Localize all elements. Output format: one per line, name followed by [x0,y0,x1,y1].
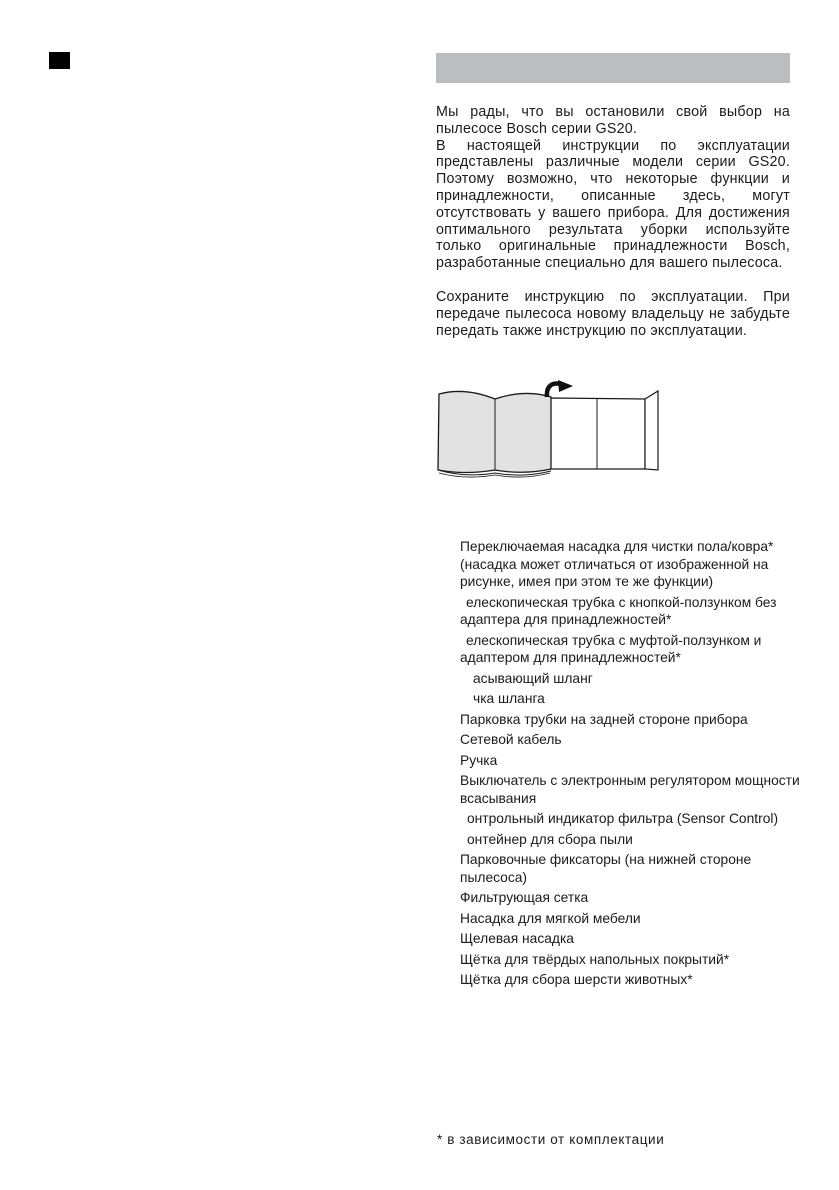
list-item: Парковка трубки на задней стороне прибора [460,711,748,727]
keep-instructions-paragraph: Сохраните инструкцию по эксплуатации. При передаче пылесоса новому владельцу не забудьте передать также инструкцию по эксплуатации. [436,288,790,339]
list-item: елескопическая трубка с кнопкой-ползунком без адаптера для принадлежностей* [460,594,777,627]
list-item: Выключатель с электронным регулятором мощности всасывания [460,773,800,806]
intro-paragraph-2: В настоящей инструкции по эксплуатации представлены различные модели серии GS20. Поэтому возможно, что некоторые функции и принадлежности, описанные здесь, могут отсутствовать у вашего прибора. Для достижения оптимального результата уборки используйте только оригинальные принадлежности Bosch, разработанные специально для вашего пылесоса. [436,137,790,272]
list-item: чка шланга [473,691,545,706]
list-item: Щелевая насадка [460,931,574,946]
list-item: Ручка [460,752,498,768]
content-column [436,104,790,339]
parts-list [460,538,800,992]
foldout-booklet-figure [433,380,663,480]
foldout-booklet-illustration [433,380,663,480]
list-item: онтейнер для сбора пыли [467,831,633,847]
list-item: Фильтрующая сетка [460,890,589,905]
list-item: асывающий шланг [473,670,593,686]
foldout-end-panel [645,391,658,470]
page-corner-marker [49,52,70,69]
list-item: елескопическая трубка с муфтой-ползунком и адаптером для принадлежностей* [460,632,762,665]
section-header-bar [436,53,790,83]
list-item: Щётка для твёрдых напольных покрытий* [460,951,730,967]
list-item: Парковочные фиксаторы (на нижней стороне пылесоса) [460,852,752,885]
list-item: Щётка для сбора шерсти животных* [460,972,693,987]
unfold-arrow-icon [558,380,573,392]
list-item: Насадка для мягкой мебели [460,910,641,926]
list-item: Сетевой кабель [460,732,562,747]
list-item: онтрольный индикатор фильтра (Sensor Control) [467,811,779,826]
list-item: Переключаемая насадка для чистки пола/ковра* (насадка может отличаться от изображенной на рисунке, имея при этом те же функции) [460,539,774,589]
footnote: * в зависимости от комплектации [437,1132,665,1147]
intro-paragraph-1: Мы рады, что вы остановили свой выбор на пылесосе Bosch серии GS20. [436,104,790,137]
